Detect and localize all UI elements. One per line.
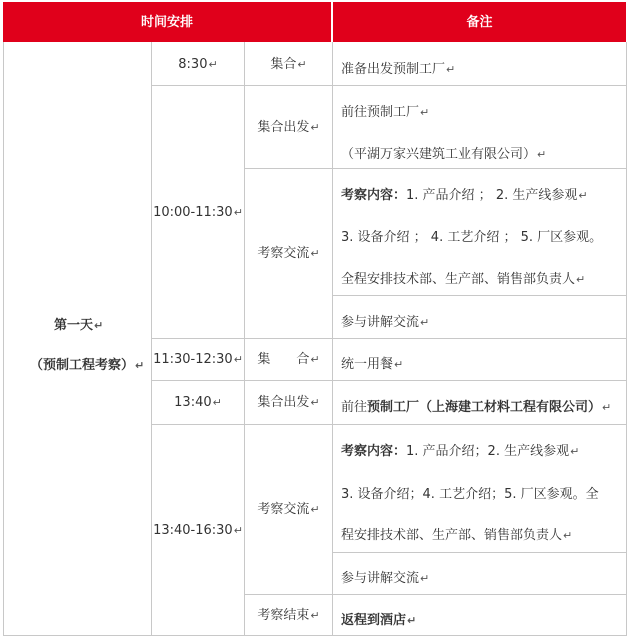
row1-time: 8:30 ↵: [178, 56, 218, 72]
row5-note-c: 参与讲解交流↵: [341, 571, 430, 586]
row2-note-c: 参与讲解交流↵: [341, 315, 430, 330]
row2-note-b2: 3. 设备介绍 ； 4. 工艺介绍 ； 5. 厂区参观。: [341, 230, 603, 245]
row5-note-a3: 程安排技术部、生产部、销售部负责人↵: [341, 528, 573, 543]
row3-note: 统一用餐↵: [341, 357, 404, 372]
row3-activity: 集 合 ↵: [257, 352, 320, 367]
header-notes: 备注: [333, 2, 626, 42]
row1-note: 准备出发预制工厂↵: [341, 62, 456, 77]
day-subtitle: （预制工程考察）↵: [30, 358, 145, 373]
row5-note-end: 返程到酒店↵: [341, 613, 417, 628]
row2-time: 10:00-11:30 ↵: [153, 204, 243, 220]
row4-activity: 集合出发 ↵: [257, 395, 320, 410]
row4-note: 前往预制工厂（上海建工材料工程有限公司）↵: [341, 400, 612, 415]
row5-note-a2: 3. 设备介绍；4. 工艺介绍；5. 厂区参观。全: [341, 487, 599, 502]
row2-activity-a: 集合出发 ↵: [257, 119, 320, 135]
row2-note-a2: （平湖万家兴建筑工业有限公司）↵: [341, 147, 547, 162]
row5-activity-a: 考察交流 ↵: [257, 502, 320, 517]
row5-note-a1: 考察内容：1. 产品介绍；2. 生产线参观↵: [341, 444, 580, 459]
row2-note-b3: 全程安排技术部、生产部、销售部负责人↵: [341, 272, 586, 287]
row5-time: 13:40-16:30 ↵: [153, 522, 243, 538]
row2-note-b1: 考察内容：1. 产品介绍 ； 2. 生产线参观↵: [341, 188, 588, 203]
row5-activity-end: 考察结束 ↵: [257, 607, 320, 623]
row2-note-a1: 前往预制工厂↵: [341, 105, 430, 120]
header-schedule: 时间安排: [3, 2, 331, 42]
row2-activity-b: 考察交流 ↵: [257, 246, 320, 261]
row3-time: 11:30-12:30 ↵: [153, 352, 243, 367]
day-title: 第一天↵: [54, 318, 104, 333]
row4-time: 13:40 ↵: [174, 395, 222, 410]
row1-activity: 集合 ↵: [270, 56, 307, 72]
